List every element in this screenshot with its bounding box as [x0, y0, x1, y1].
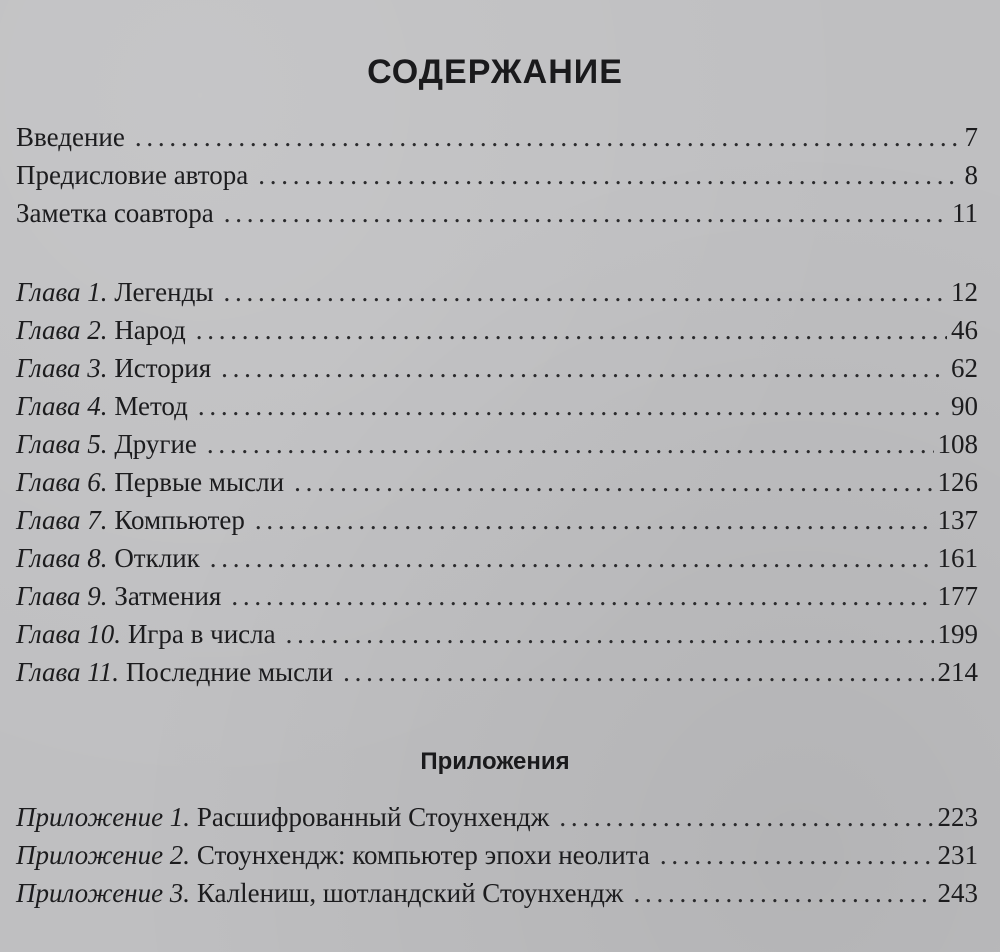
- chapter-prefix: Глава 8.: [16, 543, 108, 573]
- entry-title: Заметка соавтора: [16, 198, 214, 228]
- dot-leader: [224, 194, 948, 232]
- dot-leader: [210, 539, 934, 577]
- chapter-label: [16, 311, 186, 349]
- dot-leader: [343, 653, 933, 691]
- appendix-entry: [16, 874, 978, 912]
- appendix-title: Калleниш, шотландский Стоунхендж: [196, 878, 624, 908]
- chapter-title: Легенды: [114, 277, 214, 307]
- dot-leader: [633, 874, 933, 912]
- appendix-title: Стоунхендж: компьютер эпохи неолита: [196, 840, 650, 870]
- chapter-page-number: 126: [937, 467, 978, 497]
- chapter-title: Затмения: [114, 581, 222, 611]
- chapter-page-number: 177: [937, 581, 978, 611]
- chapter-label: [16, 349, 211, 387]
- chapter-entry: [16, 425, 978, 463]
- dot-leader: [207, 425, 934, 463]
- chapter-prefix: Глава 1.: [16, 277, 108, 307]
- dot-leader: [660, 836, 934, 874]
- appendix-title: Расшифрованный Стоунхендж: [196, 802, 550, 832]
- chapter-page-number: 137: [937, 505, 978, 535]
- dot-leader: [258, 156, 960, 194]
- dot-leader: [294, 463, 933, 501]
- chapter-page-number: 108: [937, 429, 978, 459]
- page-title: СОДЕРЖАНИЕ: [367, 52, 623, 91]
- chapter-title: Первые мысли: [114, 467, 285, 497]
- chapter-title: Отклик: [114, 543, 200, 573]
- chapter-label: [16, 387, 188, 425]
- chapter-prefix: Глава 7.: [16, 505, 108, 535]
- appendix-page-number: 223: [937, 802, 978, 832]
- chapter-entry: [16, 273, 978, 311]
- appendix-label: [16, 798, 549, 836]
- entry-title: Предисловие автора: [16, 160, 249, 190]
- chapter-prefix: Глава 3.: [16, 353, 108, 383]
- dot-leader: [221, 349, 947, 387]
- entry-page-number: 8: [964, 160, 978, 190]
- chapter-title: Игра в числа: [127, 619, 276, 649]
- chapter-list: [16, 273, 978, 691]
- chapter-label: [16, 615, 276, 653]
- chapter-entry: [16, 653, 978, 691]
- dot-leader: [559, 798, 933, 836]
- chapter-prefix: Глава 5.: [16, 429, 108, 459]
- chapter-label: [16, 539, 200, 577]
- chapter-page-number: 199: [937, 619, 978, 649]
- intro-entries-list: [16, 118, 978, 232]
- dot-leader: [196, 311, 947, 349]
- chapter-prefix: Глава 11.: [16, 657, 120, 687]
- chapter-entry: [16, 577, 978, 615]
- chapter-title: Последние мысли: [125, 657, 334, 687]
- chapter-label: [16, 273, 213, 311]
- dot-leader: [231, 577, 933, 615]
- chapter-title: Компьютер: [114, 505, 245, 535]
- entry-page-number: 11: [952, 198, 978, 228]
- chapter-label: [16, 577, 221, 615]
- chapter-title: Народ: [114, 315, 186, 345]
- chapter-label: [16, 501, 245, 539]
- appendix-prefix: Приложение 1.: [16, 802, 191, 832]
- chapter-prefix: Глава 10.: [16, 619, 122, 649]
- dot-leader: [286, 615, 934, 653]
- chapter-entry: [16, 463, 978, 501]
- appendix-entry: [16, 798, 978, 836]
- appendix-label: [16, 836, 650, 874]
- chapter-prefix: Глава 6.: [16, 467, 108, 497]
- dot-leader: [198, 387, 947, 425]
- chapter-page-number: 46: [951, 315, 978, 345]
- chapter-prefix: Глава 2.: [16, 315, 108, 345]
- appendix-prefix: Приложение 3.: [16, 878, 191, 908]
- chapter-prefix: Глава 9.: [16, 581, 108, 611]
- appendix-page-number: 243: [937, 878, 978, 908]
- dot-leader: [255, 501, 934, 539]
- chapter-entry: [16, 387, 978, 425]
- chapter-title: История: [114, 353, 212, 383]
- chapter-entry: [16, 615, 978, 653]
- chapter-label: [16, 463, 284, 501]
- chapter-page-number: 12: [951, 277, 978, 307]
- appendices-heading: Приложения: [420, 747, 570, 775]
- appendix-page-number: 231: [937, 840, 978, 870]
- toc-entry: [16, 156, 978, 194]
- chapter-title: Другие: [114, 429, 197, 459]
- toc-entry: [16, 194, 978, 232]
- appendix-entry: [16, 836, 978, 874]
- appendix-label: [16, 874, 623, 912]
- chapter-entry: [16, 311, 978, 349]
- chapter-entry: [16, 349, 978, 387]
- dot-leader: [223, 273, 947, 311]
- appendix-list: [16, 798, 978, 912]
- chapter-page-number: 62: [951, 353, 978, 383]
- dot-leader: [135, 118, 961, 156]
- chapter-label: [16, 425, 197, 463]
- appendix-prefix: Приложение 2.: [16, 840, 191, 870]
- chapter-label: [16, 653, 333, 691]
- chapter-page-number: 90: [951, 391, 978, 421]
- entry-title: Введение: [16, 122, 125, 152]
- chapter-prefix: Глава 4.: [16, 391, 108, 421]
- chapter-page-number: 214: [937, 657, 978, 687]
- chapter-entry: [16, 539, 978, 577]
- chapter-title: Метод: [114, 391, 188, 421]
- chapter-page-number: 161: [937, 543, 978, 573]
- toc-entry: [16, 118, 978, 156]
- entry-page-number: 7: [964, 122, 978, 152]
- chapter-entry: [16, 501, 978, 539]
